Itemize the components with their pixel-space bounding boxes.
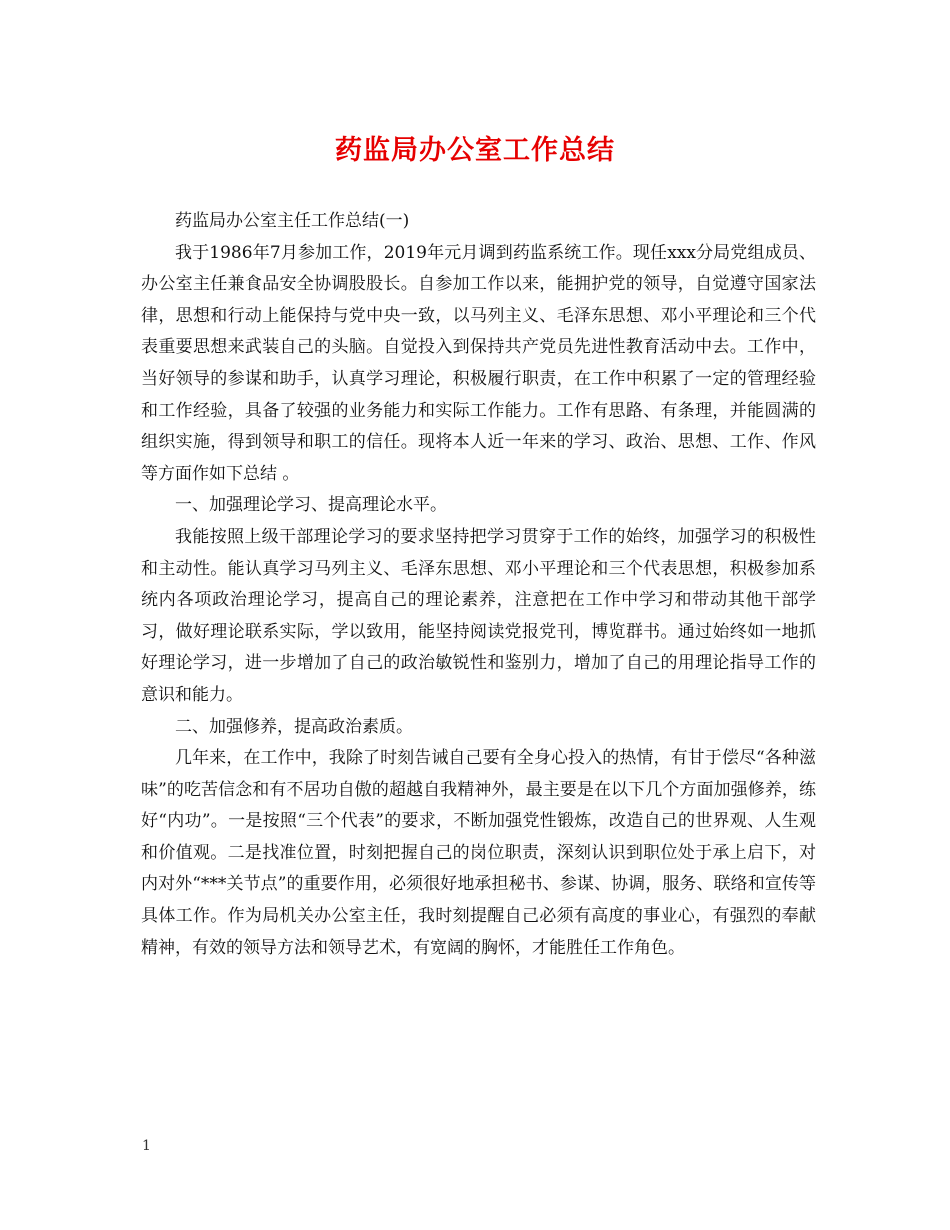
document-body: [141, 206, 816, 964]
section-heading-theory: 一、加强理论学习、提高理论水平。: [175, 495, 447, 516]
paragraph-cultivation: 几年来，在工作中，我除了时刻告诫自己要有全身心投入的热情，有甘于偿尽“各种滋味”的吃苦信念和有不居功自傲的超越自我精神外，最主要是在以下几个方面加强修养，练好“内功”。一是按照“三个代表”的要求，不断加强党性锻炼，改造自己的世界观、人生观和价值观。二是找准位置，时刻把握自己的岗位职责，深刻认识到职位处于承上启下，对内对外“***关节点”的重要作用，必须很好地承担秘书、参谋、协调，服务、联络和宣传等具体工作。作为局机关办公室主任，我时刻提醒自己必须有高度的事业心，有强烈的奉献精神，有效的领导方法和领导艺术，有宽阔的胸怀，才能胜任工作角色。: [141, 748, 816, 958]
page-number: 1: [142, 1138, 151, 1154]
paragraph-theory: 我能按照上级干部理论学习的要求坚持把学习贯穿于工作的始终，加强学习的积极性和主动性。能认真学习马列主义、毛泽东思想、邓小平理论和三个代表思想，积极参加系统内各项政治理论学习，提高自己的理论素养，注意把在工作中学习和带动其他干部学习，做好理论联系实际，学以致用，能坚持阅读党报党刊，博览群书。通过始终如一地抓好理论学习，进一步增加了自己的政治敏锐性和鉴别力，增加了自己的用理论指导工作的意识和能力。: [141, 526, 816, 705]
document-title: 药监局办公室工作总结: [335, 135, 615, 166]
paragraph-introduction: 我于1986年7月参加工作，2019年元月调到药监系统工作。现任xxx分局党组成员、办公室主任兼食品安全协调股股长。自参加工作以来，能拥护党的领导，自觉遵守国家法律，思想和行动上能保持与党中央一致，以马列主义、毛泽东思想、邓小平理论和三个代表重要思想来武装自己的头脑。自觉投入到保持共产党员先进性教育活动中去。工作中，当好领导的参谋和助手，认真学习理论，积极履行职责，在工作中积累了一定的管理经验和工作经验，具备了较强的业务能力和实际工作能力。工作有思路、有条理，并能圆满的组织实施，得到领导和职工的信任。现将本人近一年来的学习、政治、思想、工作、作风等方面作如下总结 。: [141, 242, 816, 484]
paragraph-subtitle: 药监局办公室主任工作总结(一): [175, 211, 410, 231]
section-heading-cultivation: 二、加强修养，提高政治素质。: [175, 716, 413, 737]
